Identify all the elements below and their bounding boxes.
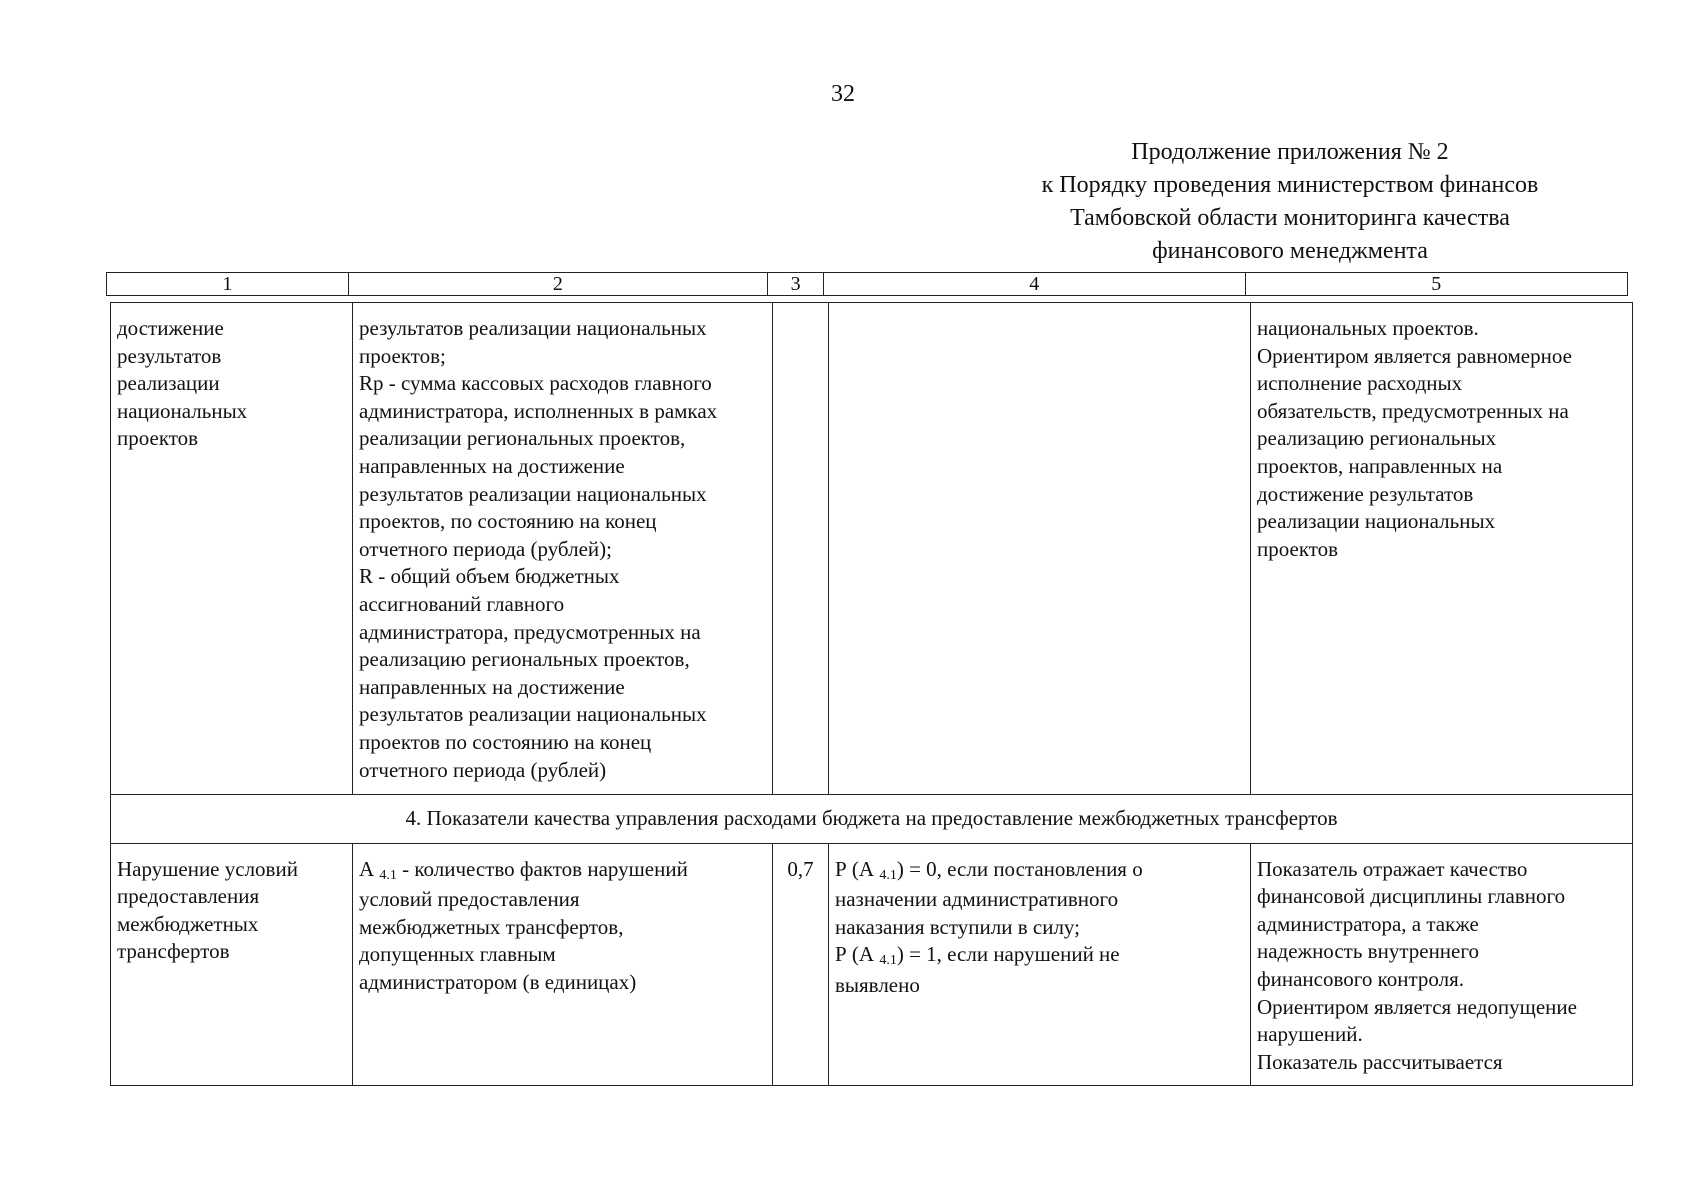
section-row	[111, 795, 1633, 844]
text-line: надежность внутреннего	[1257, 939, 1479, 964]
text-line: Нарушение условий	[117, 856, 298, 881]
variable-name: А	[359, 856, 375, 881]
section-4-title: 4. Показатели качества управления расходами бюджета на предоставление межбюджетных трансфертов	[111, 795, 1633, 844]
text-line: реализацию региональных проектов,	[359, 647, 690, 672]
text-line: финансового контроля.	[1257, 966, 1464, 991]
text-line: условий предоставления	[359, 887, 580, 912]
table-row	[111, 843, 1633, 1085]
text-line: проектов	[1257, 536, 1339, 561]
text-line: ассигнований главного	[359, 591, 565, 616]
score-rule-cell	[829, 303, 1251, 795]
text-line: Rр - сумма кассовых расходов главного	[359, 371, 712, 396]
text-line: проектов, направленных на	[1257, 453, 1503, 478]
text-line: R - общий объем бюджетных	[359, 564, 620, 589]
indicator-name-cell	[111, 843, 353, 1085]
column-number-5: 5	[1431, 273, 1442, 295]
score-rule-cell	[829, 843, 1251, 1085]
text-line	[359, 856, 766, 887]
text-line	[835, 941, 1244, 972]
text-line: результатов реализации национальных	[359, 481, 707, 506]
text-line: администратором (в единицах)	[359, 969, 637, 994]
text-line: отчетного периода (рублей)	[359, 757, 607, 782]
text-line: обязательств, предусмотренных на	[1257, 398, 1569, 423]
text-line: трансфертов	[117, 939, 230, 964]
rule-rest: ) = 0, если постановления о	[896, 856, 1143, 881]
text-line: Ориентиром является равномерное	[1257, 343, 1572, 368]
formula-cell	[353, 843, 773, 1085]
text-line: достижение	[117, 316, 224, 340]
text-line: исполнение расходных	[1257, 371, 1463, 396]
text-line: проектов, по состоянию на конец	[359, 509, 657, 534]
text-line: реализации национальных	[1257, 509, 1496, 534]
text-line: реализации региональных проектов,	[359, 426, 686, 451]
text-line: направленных на достижение	[359, 674, 625, 699]
indicator-name-cell	[111, 303, 353, 795]
appendix-line-3: Тамбовской области мониторинга качества	[1070, 205, 1510, 231]
text-line: администратора, а также	[1257, 911, 1479, 936]
table-row	[111, 303, 1633, 795]
text-line: наказания вступили в силу;	[835, 914, 1080, 939]
column-number-4: 4	[824, 273, 1245, 295]
appendix-heading	[960, 136, 1620, 268]
rule-prefix: Р (А	[835, 942, 875, 967]
text-line: достижение результатов	[1257, 481, 1474, 506]
page-number: 32	[831, 81, 855, 107]
text-line: назначении административного	[835, 887, 1119, 912]
rule-prefix: Р (А	[835, 856, 875, 881]
variable-subscript: 4.1	[879, 867, 897, 883]
text-line: Показатель отражает качество	[1257, 856, 1528, 881]
column-number-3: 3	[768, 273, 824, 295]
text-line	[835, 856, 1244, 887]
variable-subscript: 4.1	[879, 953, 897, 969]
variable-definition: - количество фактов нарушений	[396, 856, 688, 881]
rule-rest: ) = 1, если нарушений не	[896, 942, 1120, 967]
text-line: результатов реализации национальных	[359, 316, 707, 340]
text-line: проектов	[117, 426, 199, 451]
weight-cell	[773, 303, 829, 795]
text-line: национальных проектов.	[1257, 316, 1479, 340]
text-line: результатов реализации национальных	[359, 702, 707, 727]
text-line: проектов по состоянию на конец	[359, 729, 652, 754]
comment-cell	[1251, 843, 1633, 1085]
indicator-table	[110, 302, 1633, 1086]
text-line: Ориентиром является недопущение	[1257, 994, 1577, 1019]
text-line: межбюджетных	[117, 911, 259, 936]
text-line: нарушений.	[1257, 1022, 1363, 1047]
appendix-line-4: финансового менеджмента	[1152, 238, 1428, 264]
variable-subscript: 4.1	[379, 867, 397, 883]
text-line: проектов;	[359, 343, 446, 368]
text-line: реализацию региональных	[1257, 426, 1497, 451]
text-line: реализации	[117, 371, 220, 396]
text-line: предоставления	[117, 884, 260, 909]
text-line: допущенных главным	[359, 942, 556, 967]
appendix-line-2: к Порядку проведения министерством финансов	[1041, 172, 1539, 198]
text-line: выявлено	[835, 972, 920, 997]
column-number-1: 1	[107, 273, 349, 295]
text-line: национальных	[117, 398, 248, 423]
text-line: направленных на достижение	[359, 453, 625, 478]
text-line: финансовой дисциплины главного	[1257, 884, 1566, 909]
column-number-2: 2	[349, 273, 768, 295]
comment-cell	[1251, 303, 1633, 795]
text-line: межбюджетных трансфертов,	[359, 914, 624, 939]
text-line: отчетного периода (рублей);	[359, 536, 612, 561]
formula-cell	[353, 303, 773, 795]
weight-cell: 0,7	[773, 843, 829, 1085]
text-line: Показатель рассчитывается	[1257, 1049, 1503, 1074]
column-number-header	[106, 272, 1628, 296]
text-line: результатов	[117, 343, 222, 368]
appendix-line-1: Продолжение приложения № 2	[1131, 139, 1449, 165]
text-line: администратора, предусмотренных на	[359, 619, 701, 644]
text-line: администратора, исполненных в рамках	[359, 398, 718, 423]
